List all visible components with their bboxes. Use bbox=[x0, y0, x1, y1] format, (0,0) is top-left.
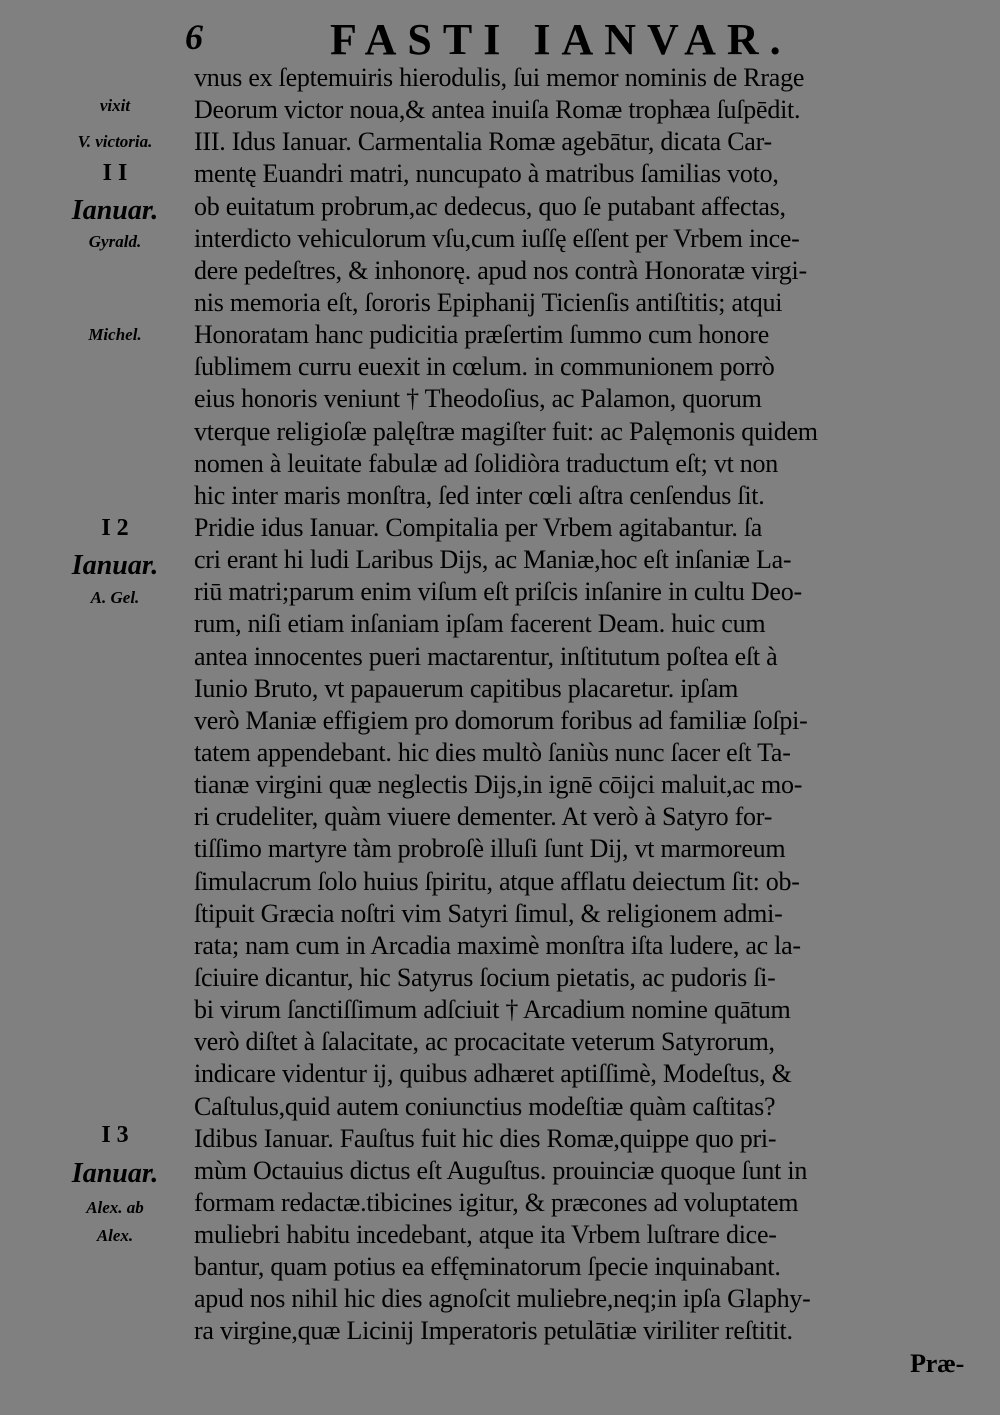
text-line: Pridie idus Ianuar. Compitalia per Vrbem agitabantur. ſa bbox=[194, 512, 763, 542]
text-line: mùm Octauius dictus eſt Auguſtus. prouinciæ quoque ſunt in bbox=[194, 1155, 808, 1185]
text-line: formam redactæ.tibicines igitur, & præcones ad voluptatem bbox=[194, 1187, 799, 1217]
margin-note: Gyrald. bbox=[88, 232, 142, 251]
text-line: verò diſtet à ſalacitate, ac procacitate veterum Satyrorum, bbox=[194, 1027, 775, 1057]
text-line: rata; nam cum in Arcadia maximè monſtra iſta ludere, ac la- bbox=[194, 930, 801, 960]
text-line: Caſtulus,quid autem coniunctius modeſtiæ quàm caſtitas? bbox=[194, 1091, 776, 1121]
margin-note: Ianuar. bbox=[71, 550, 159, 581]
text-line: bi virum ſanctiſſimum adſciuit † Arcadium nomine quātum bbox=[194, 995, 791, 1025]
running-head: FASTI IANVAR. bbox=[330, 15, 792, 64]
margin-note: I 3 bbox=[101, 1122, 129, 1148]
text-line: eius honoris veniunt † Theodoſius, ac Palamon, quorum bbox=[194, 384, 762, 414]
text-line: ſciuire dicantur, hic Satyrus ſocium pietatis, ac pudoris ſi- bbox=[194, 962, 776, 992]
text-line: mentę Euandri matri, nuncupato à matribus ſamilias voto, bbox=[194, 159, 779, 189]
main-text-block bbox=[194, 62, 964, 1380]
page-header bbox=[185, 14, 965, 64]
text-line: indicare videntur ij, quibus adhæret aptiſſimè, Modeſtus, & bbox=[194, 1059, 792, 1089]
text-line: ri crudeliter, quàm viuere dementer. At verò à Satyro for- bbox=[194, 802, 773, 832]
text-line: tianæ virgini quæ neglectis Dijs,in ignē cōijci maluit,ac mo- bbox=[194, 770, 803, 800]
margin-note: Ianuar. bbox=[71, 195, 159, 226]
text-line: Iunio Bruto, vt papauerum capitibus placaretur. ipſam bbox=[194, 673, 739, 703]
text-line: ob euitatum probrum,ac dedecus, quo ſe putabant affectas, bbox=[194, 191, 786, 221]
text-line: ſublimem curru euexit in cœlum. in communionem porrò bbox=[194, 352, 775, 382]
text-line: tiſſimo martyre tàm probroſè illuſi ſunt Dij, vt marmoreum bbox=[194, 834, 786, 864]
text-line: cri erant hi ludi Laribus Dijs, ac Maniæ,hoc eſt inſaniæ La- bbox=[194, 545, 792, 575]
text-line: tatem appendebant. hic dies multò ſaniùs nunc ſacer eſt Ta- bbox=[194, 737, 791, 767]
margin-note: V. victoria. bbox=[77, 132, 153, 151]
text-line: dere pedeſtres, & inhonorę. apud nos contrà Honoratæ virgi- bbox=[194, 255, 807, 285]
text-line: vnus ex ſeptemuiris hierodulis, ſui memor nominis de Rrage bbox=[194, 63, 805, 92]
text-line: rum, niſi etiam inſaniam ipſam facerent Deam. huic cum bbox=[194, 609, 766, 639]
text-line: Deorum victor noua,& antea inuiſa Romæ trophæa ſuſpēdit. bbox=[194, 95, 801, 125]
text-line: ra virgine,quæ Licinij Imperatoris petulātiæ viriliter reſtitit. bbox=[194, 1316, 793, 1346]
text-line: nis memoria eſt, ſororis Epiphanij Ticienſis antiſtitis; atqui bbox=[194, 287, 783, 317]
text-line: apud nos nihil hic dies agnoſcit muliebre,neq;in ipſa Glaphy- bbox=[194, 1284, 811, 1314]
text-line: antea innocentes pueri mactarentur, inſtitutum poſtea eſt à bbox=[194, 641, 778, 671]
margin-note: vixit bbox=[99, 96, 131, 115]
text-line: ſimulacrum ſolo huius ſpiritu, atque afflatu deiectum ſit: ob- bbox=[194, 866, 800, 896]
margin-note: Michel. bbox=[88, 325, 142, 344]
text-line: nomen à leuitate fabulæ ad ſolidiòra traductum eſt; vt non bbox=[194, 448, 779, 478]
margin-note: Alex. bbox=[96, 1226, 134, 1245]
text-line: ſtipuit Græcia noſtri vim Satyri ſimul, & religionem admi- bbox=[194, 898, 783, 928]
margin-note: A. Gel. bbox=[90, 588, 140, 607]
text-line: interdicto vehiculorum vſu,cum iuſſę eſſent per Vrbem ince- bbox=[194, 223, 800, 253]
margin-note: Ianuar. bbox=[71, 1158, 159, 1189]
margin-note: Alex. ab bbox=[86, 1198, 144, 1217]
text-line: Honoratam hanc pudicitia præſertim ſummo cum honore bbox=[194, 320, 769, 350]
margin-note: I 2 bbox=[101, 515, 129, 541]
text-line: III. Idus Ianuar. Carmentalia Romæ agebātur, dicata Car- bbox=[194, 127, 772, 157]
catchword: Præ- bbox=[910, 1348, 964, 1378]
text-line: vterque religioſæ palęſtræ magiſter fuit: ac Palęmonis quidem bbox=[194, 416, 818, 446]
text-line: bantur, quam potius ea effęminatorum ſpecie inquinabant. bbox=[194, 1252, 781, 1282]
text-line: hic inter maris monſtra, ſed inter cœli aſtra cenſendus ſit. bbox=[194, 480, 765, 510]
text-line: riū matri;parum enim viſum eſt priſcis inſanire in cultu Deo- bbox=[194, 577, 802, 607]
text-line: verò Maniæ effigiem pro domorum foribus ad familiæ ſoſpi- bbox=[194, 705, 808, 735]
text-line: muliebri habitu incedebant, atque ita Vrbem luſtrare dice- bbox=[194, 1220, 777, 1250]
margin-note: I I bbox=[102, 160, 128, 186]
page-number: 6 bbox=[185, 17, 203, 57]
text-line: Idibus Ianuar. Fauſtus fuit hic dies Romæ,quippe quo pri- bbox=[194, 1123, 777, 1153]
